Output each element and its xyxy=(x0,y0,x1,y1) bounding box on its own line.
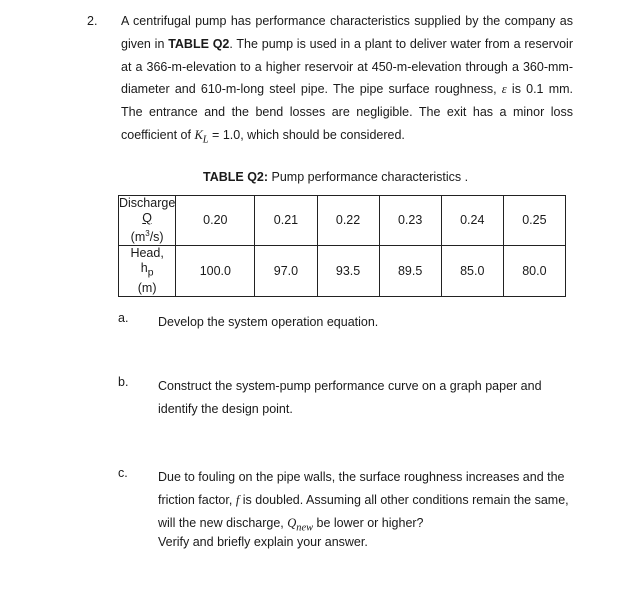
head-cell: 85.0 xyxy=(441,246,503,297)
part-b-label: b. xyxy=(118,375,129,389)
table-reference: TABLE Q2 xyxy=(168,36,230,51)
epsilon-symbol: ε xyxy=(501,82,507,97)
part-c-instruction: Verify and briefly explain your answer. xyxy=(158,535,368,549)
discharge-cell: 0.24 xyxy=(441,196,503,246)
question-statement xyxy=(121,10,573,152)
intro-text-4: = 1.0, which should be considered. xyxy=(208,127,405,142)
part-b-text: Construct the system-pump performance curve on a graph paper and identify the design point. xyxy=(158,379,542,416)
question-number: 2. xyxy=(87,14,98,28)
part-a-text: Develop the system operation equation. xyxy=(158,315,379,329)
discharge-cell: 0.23 xyxy=(379,196,441,246)
discharge-cell: 0.21 xyxy=(255,196,317,246)
intro-text-3: is 0.1 mm. The entrance and the bend losses are negligible. The exit has a minor loss coefficient of xyxy=(121,82,574,142)
caption-label: TABLE Q2: xyxy=(203,170,269,184)
head-row xyxy=(119,246,566,297)
table-caption xyxy=(203,170,468,184)
part-c-label: c. xyxy=(118,466,128,480)
intro-text-1: A centrifugal pump has performance characteristics supplied by the company as given in xyxy=(121,14,573,51)
part-c-text: Due to fouling on the pipe walls, the surface roughness increases and the friction factor, f is doubled. Assuming all other conditions remain the same, will the new discharge, $Q_{new}$ be lower or higher? xyxy=(158,470,569,534)
head-cell: 100.0 xyxy=(176,246,255,297)
head-header: Head, $h_p$ (m) xyxy=(119,246,176,297)
head-cell: 93.5 xyxy=(317,246,379,297)
kl-symbol: $K_L$ xyxy=(194,127,209,146)
caption-text: Pump performance characteristics . xyxy=(268,170,469,184)
part-a-label: a. xyxy=(118,311,129,325)
head-cell: 89.5 xyxy=(379,246,441,297)
f-symbol: f xyxy=(235,492,240,507)
discharge-row xyxy=(119,196,566,246)
head-cell: 97.0 xyxy=(255,246,317,297)
discharge-header: Discharge Q $(m^3/s)$ xyxy=(119,196,176,245)
discharge-cell: 0.25 xyxy=(503,196,565,246)
pump-characteristics-table xyxy=(118,195,566,297)
qnew-symbol: $Q_{new}$ xyxy=(287,515,314,534)
intro-text-2: . The pump is used in a plant to deliver water from a reservoir at a 366-m-elevation to a higher reservoir at 450-m-elevation through a 360-mm-diameter and 610-m-long steel pipe. The pipe surface roughness, xyxy=(121,36,573,97)
head-cell: 80.0 xyxy=(503,246,565,297)
discharge-cell: 0.20 xyxy=(176,196,255,246)
discharge-cell: 0.22 xyxy=(317,196,379,246)
